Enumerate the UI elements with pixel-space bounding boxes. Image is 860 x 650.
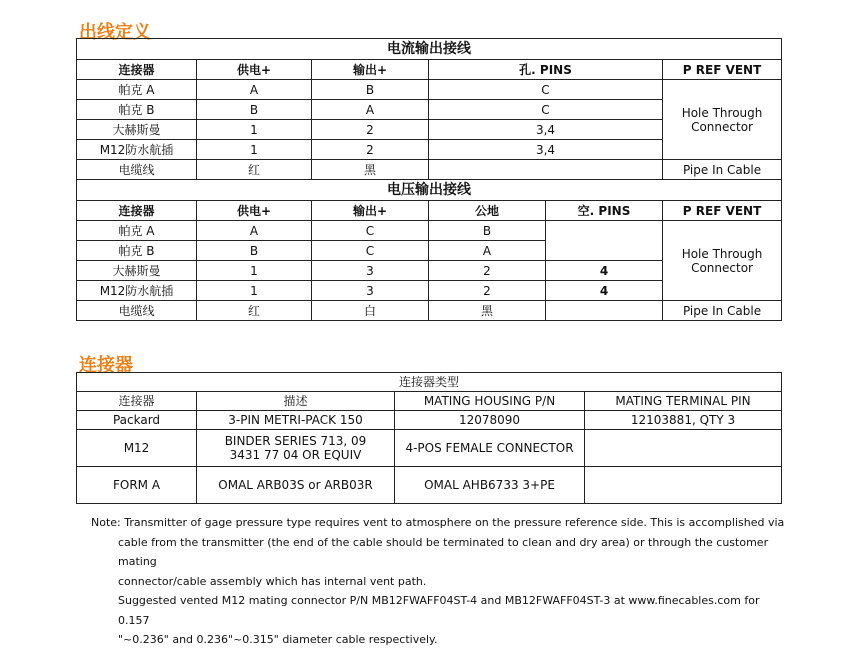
section-title-connector: 连接器 xyxy=(79,355,133,376)
table-header: 供电+ xyxy=(197,201,312,221)
table-header: 公地 xyxy=(429,201,546,221)
connector-table xyxy=(76,372,782,504)
table-cell: 2 xyxy=(312,140,429,160)
table-header: 连接器 xyxy=(77,60,197,80)
vent-cable-cell: Pipe In Cable xyxy=(663,301,782,321)
table-cell xyxy=(546,301,663,321)
table-cell: 红 xyxy=(197,301,312,321)
table-header: 连接器 xyxy=(77,201,197,221)
table-cell: 黑 xyxy=(429,301,546,321)
table-cell xyxy=(585,430,782,467)
table-header: 供电+ xyxy=(197,60,312,80)
table-cell: 1 xyxy=(197,261,312,281)
table-cell: M12防水航插 xyxy=(77,281,197,301)
table-cell: 1 xyxy=(197,120,312,140)
table-cell: 红 xyxy=(197,160,312,180)
table-cell: 12078090 xyxy=(395,411,585,430)
note-line: connector/cable assembly which has internal vent path. xyxy=(118,574,427,588)
table-cell: 黑 xyxy=(312,160,429,180)
table-header: MATING HOUSING P/N xyxy=(395,392,585,411)
table-cell xyxy=(585,467,782,504)
note-line: "~0.236" and 0.236"~0.315" diameter cable respectively. xyxy=(118,633,438,646)
table-cell: 4 xyxy=(546,261,663,281)
table-cell: 帕克 B xyxy=(77,241,197,261)
table-row xyxy=(77,467,782,504)
table-cell: M12防水航插 xyxy=(77,140,197,160)
table-cell: C xyxy=(312,241,429,261)
table-cell xyxy=(429,160,663,180)
table-cell: 大赫斯曼 xyxy=(77,261,197,281)
table-cell: B xyxy=(197,241,312,261)
table-header: 连接器 xyxy=(77,392,197,411)
connector-table-title: 连接器类型 xyxy=(77,373,782,392)
table-cell: 3 xyxy=(312,261,429,281)
table-header: 输出+ xyxy=(312,201,429,221)
table-header: 描述 xyxy=(197,392,395,411)
table-cell: 3,4 xyxy=(429,120,663,140)
table-row xyxy=(77,430,782,467)
table-cell: 3 xyxy=(312,281,429,301)
table-header: 空. PINS xyxy=(546,201,663,221)
note-line: Note: Transmitter of gage pressure type requires vent to atmosphere on the pressure reference side. This is accomplished via xyxy=(91,516,785,529)
table-cell: 2 xyxy=(429,281,546,301)
section-title-outlet: 出线定义 xyxy=(79,22,151,43)
table-cell: BINDER SERIES 713, 09 3431 77 04 OR EQUIV xyxy=(197,430,395,467)
table-cell: 大赫斯曼 xyxy=(77,120,197,140)
voltage-table-title: 电压输出接线 xyxy=(77,180,782,201)
table-cell: 1 xyxy=(197,140,312,160)
table-cell: B xyxy=(429,221,546,241)
table-row xyxy=(77,221,782,241)
table-header: 输出+ xyxy=(312,60,429,80)
table-cell: C xyxy=(429,100,663,120)
table-cell: A xyxy=(197,221,312,241)
table-cell: C xyxy=(312,221,429,241)
table-cell: OMAL ARB03S or ARB03R xyxy=(197,467,395,504)
table-cell: 白 xyxy=(312,301,429,321)
table-header: MATING TERMINAL PIN xyxy=(585,392,782,411)
note-line: Suggested vented M12 mating connector P/N MB12FWAFF04ST-4 and MB12FWAFF04ST-3 at www.finecables.com for 0.157 xyxy=(118,594,760,627)
table-cell: Packard xyxy=(77,411,197,430)
table-cell: 电缆线 xyxy=(77,301,197,321)
table-cell: B xyxy=(197,100,312,120)
table-cell: 帕克 A xyxy=(77,221,197,241)
table-header: P REF VENT xyxy=(663,201,782,221)
table-cell: 3-PIN METRI-PACK 150 xyxy=(197,411,395,430)
table-cell xyxy=(546,221,663,261)
table-cell: B xyxy=(312,80,429,100)
table-row xyxy=(77,80,782,100)
table-cell: 4 xyxy=(546,281,663,301)
table-cell: 12103881, QTY 3 xyxy=(585,411,782,430)
table-cell: A xyxy=(429,241,546,261)
table-cell: FORM A xyxy=(77,467,197,504)
table-cell: 帕克 B xyxy=(77,100,197,120)
table-cell: 电缆线 xyxy=(77,160,197,180)
table-header: 孔. PINS xyxy=(429,60,663,80)
table-cell: 帕克 A xyxy=(77,80,197,100)
wiring-tables xyxy=(76,38,782,321)
table-cell: OMAL AHB6733 3+PE xyxy=(395,467,585,504)
table-row xyxy=(77,160,782,180)
table-cell: 4-POS FEMALE CONNECTOR xyxy=(395,430,585,467)
note-line: cable from the transmitter (the end of the cable should be terminated to clean and dry area) or through the customer mating xyxy=(118,535,769,568)
vent-cable-cell: Pipe In Cable xyxy=(663,160,782,180)
table-cell: 1 xyxy=(197,281,312,301)
table-row xyxy=(77,301,782,321)
vent-connector-cell: Hole Through Connector xyxy=(663,80,782,160)
table-cell: M12 xyxy=(77,430,197,467)
current-table-title: 电流输出接线 xyxy=(77,39,782,60)
table-row xyxy=(77,411,782,430)
vent-connector-cell: Hole Through Connector xyxy=(663,221,782,301)
table-header: P REF VENT xyxy=(663,60,782,80)
table-cell: 2 xyxy=(429,261,546,281)
table-cell: A xyxy=(197,80,312,100)
table-cell: C xyxy=(429,80,663,100)
table-cell: A xyxy=(312,100,429,120)
table-cell: 3,4 xyxy=(429,140,663,160)
table-cell: 2 xyxy=(312,120,429,140)
note-text xyxy=(91,513,791,650)
